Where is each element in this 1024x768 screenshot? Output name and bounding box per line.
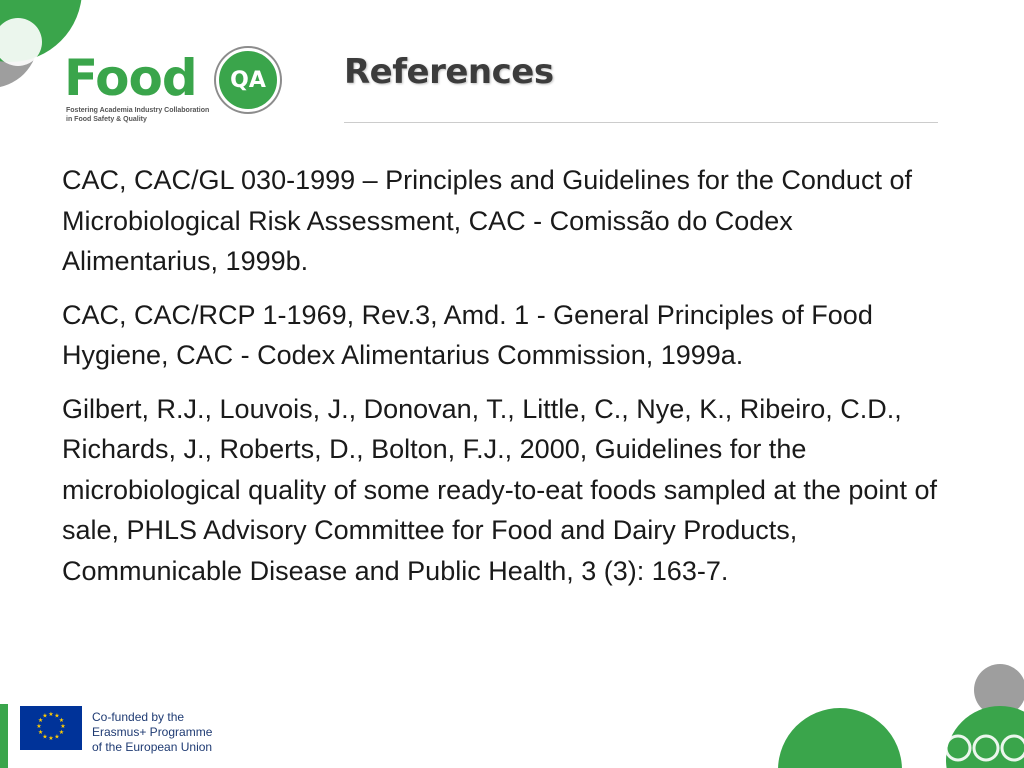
svg-text:★: ★	[48, 735, 54, 742]
cofunded-line1: Co-funded by the	[92, 710, 185, 724]
reference-item: Gilbert, R.J., Louvois, J., Donovan, T., Little, C., Nye, K., Ribeiro, C.D., Richards, J., Roberts, D., Bolton, F.J., 2000, Guidelines for the microbiological quality of some ready-to-eat foods sampled at the point of sale, PHLS Advisory Committee for Food and Dairy Products, Communicable Disease and Public Health, 3 (3): 163-7.	[62, 393, 937, 586]
svg-text:★: ★	[42, 712, 48, 720]
deco-f-glyph	[918, 728, 936, 748]
cofunded-statement	[92, 710, 252, 755]
eu-flag-icon	[20, 706, 82, 750]
logo-qa-badge: QA	[216, 48, 280, 112]
svg-text:★: ★	[54, 733, 60, 741]
logo-tagline	[66, 106, 226, 124]
svg-text:★: ★	[48, 711, 54, 718]
svg-text:★: ★	[42, 733, 48, 741]
reference-item: CAC, CAC/RCP 1-1969, Rev.3, Amd. 1 - General Principles of Food Hygiene, CAC - Codex Alimentarius Commission, 1999a.	[62, 299, 873, 370]
deco-circle-green-large	[778, 708, 902, 768]
logo-tagline-line2: in Food Safety & Quality	[66, 116, 147, 123]
logo-tagline-line1: Fostering Academia Industry Collaboration	[66, 107, 210, 114]
svg-text:★: ★	[58, 717, 65, 724]
cofunded-line2: Erasmus+ Programme	[92, 725, 213, 739]
svg-text:★: ★	[37, 729, 44, 736]
svg-text:★: ★	[36, 723, 42, 730]
svg-text:★: ★	[58, 729, 65, 736]
page-title: References	[344, 52, 554, 92]
reference-item: CAC, CAC/GL 030-1999 – Principles and Guidelines for the Conduct of Microbiological Risk Assessment, CAC - Comissão do Codex Alimentarius, 1999b.	[62, 165, 912, 276]
cofunded-line3: of the European Union	[92, 740, 213, 754]
foodqa-logo	[64, 48, 294, 126]
title-divider	[344, 122, 938, 123]
svg-text:★: ★	[54, 712, 60, 720]
svg-text:★: ★	[60, 723, 66, 730]
footer-accent-bar	[0, 704, 8, 768]
bottom-decoration	[700, 660, 1024, 768]
references-list	[62, 160, 942, 604]
logo-wordmark: Food	[64, 49, 197, 107]
svg-text:★: ★	[37, 717, 44, 724]
